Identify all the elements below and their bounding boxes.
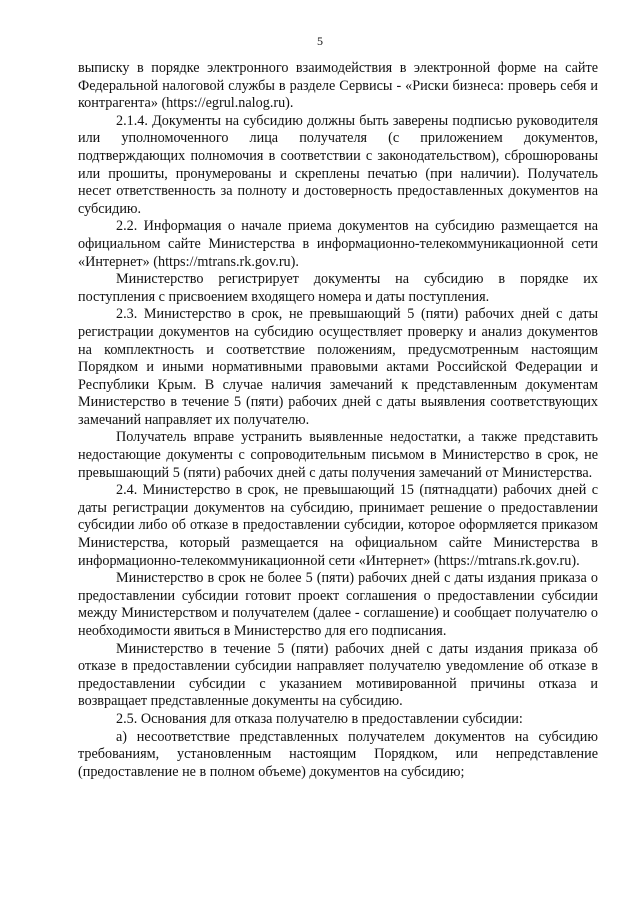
document-body bbox=[78, 60, 598, 781]
paragraph-egrul-extract: выписку в порядке электронного взаимодействия в электронной форме на сайте Федеральной налоговой службы в разделе Сервисы - «Риски бизнеса: проверь себя и контрагента» (https://egrul.nalog.ru). bbox=[78, 60, 598, 112]
paragraph-refusal-notice: Министерство в течение 5 (пяти) рабочих дней с даты издания приказа об отказе в предоставлении субсидии направляет получателю уведомление об отказе в предоставлении субсидии с указанием мотивированной причины отказа и возвращает представленные документы на субсидию. bbox=[78, 640, 598, 710]
paragraph-registration: Министерство регистрирует документы на субсидию в порядке их поступления с присвоением входящего номера и даты поступления. bbox=[78, 271, 598, 305]
paragraph-2-5-a: а) несоответствие представленных получателем документов на субсидию требованиям, установленным настоящим Порядком, или непредставление (предоставление не в полном объеме) документов на субсидию; bbox=[78, 728, 598, 780]
paragraph-recipient-rights: Получатель вправе устранить выявленные недостатки, а также представить недостающие документы с сопроводительным письмом в Министерство в срок, не превышающий 5 (пяти) рабочих дней с даты получения замечаний от Министерства. bbox=[78, 429, 598, 481]
paragraph-2-2: 2.2. Информация о начале приема документов на субсидию размещается на официальном сайте Министерства в информационно-телекоммуникационной сети «Интернет» (https://mtrans.rk.gov.ru). bbox=[78, 218, 598, 270]
paragraph-2-4: 2.4. Министерство в срок, не превышающий 15 (пятнадцати) рабочих дней с даты регистрации документов на субсидию, принимает решение о предоставлении субсидии либо об отказе в предоставлении субсидии, которое оформляется приказом Министерства, который размещается на официальном сайте Министерства в информационно-телекоммуникационной сети «Интернет» (https://mtrans.rk.gov.ru). bbox=[78, 482, 598, 569]
paragraph-2-1-4: 2.1.4. Документы на субсидию должны быть заверены подписью руководителя или уполномоченного лица получателя (с приложением документов, подтверждающих полномочия в соответствии с законодательством), сброшюрованы или прошиты, пронумерованы и скреплены печатью (при наличии). Получатель несет ответственность за полноту и достоверность предоставленных документов на субсидию. bbox=[78, 112, 598, 217]
paragraph-2-3: 2.3. Министерство в срок, не превышающий 5 (пяти) рабочих дней с даты регистрации документов на субсидию осуществляет проверку и анализ документов на комплектность и соответствие положениям, предусмотренным настоящим Порядком и иными нормативными правовыми актами Российской Федерации и Республики Крым. В случае наличия замечаний к представленным документам Министерство в течение 5 (пяти) рабочих дней с даты выявления соответствующих замечаний направляет их получателю. bbox=[78, 306, 598, 428]
paragraph-2-5: 2.5. Основания для отказа получателю в предоставлении субсидии: bbox=[116, 710, 523, 727]
page-number: 5 bbox=[317, 34, 323, 48]
paragraph-agreement: Министерство в срок не более 5 (пяти) рабочих дней с даты издания приказа о предоставлении субсидии готовит проект соглашения о предоставлении субсидии между Министерством и получателем (далее - соглашение) и сообщает получателю о необходимости явиться в Министерство для его подписания. bbox=[78, 570, 598, 639]
